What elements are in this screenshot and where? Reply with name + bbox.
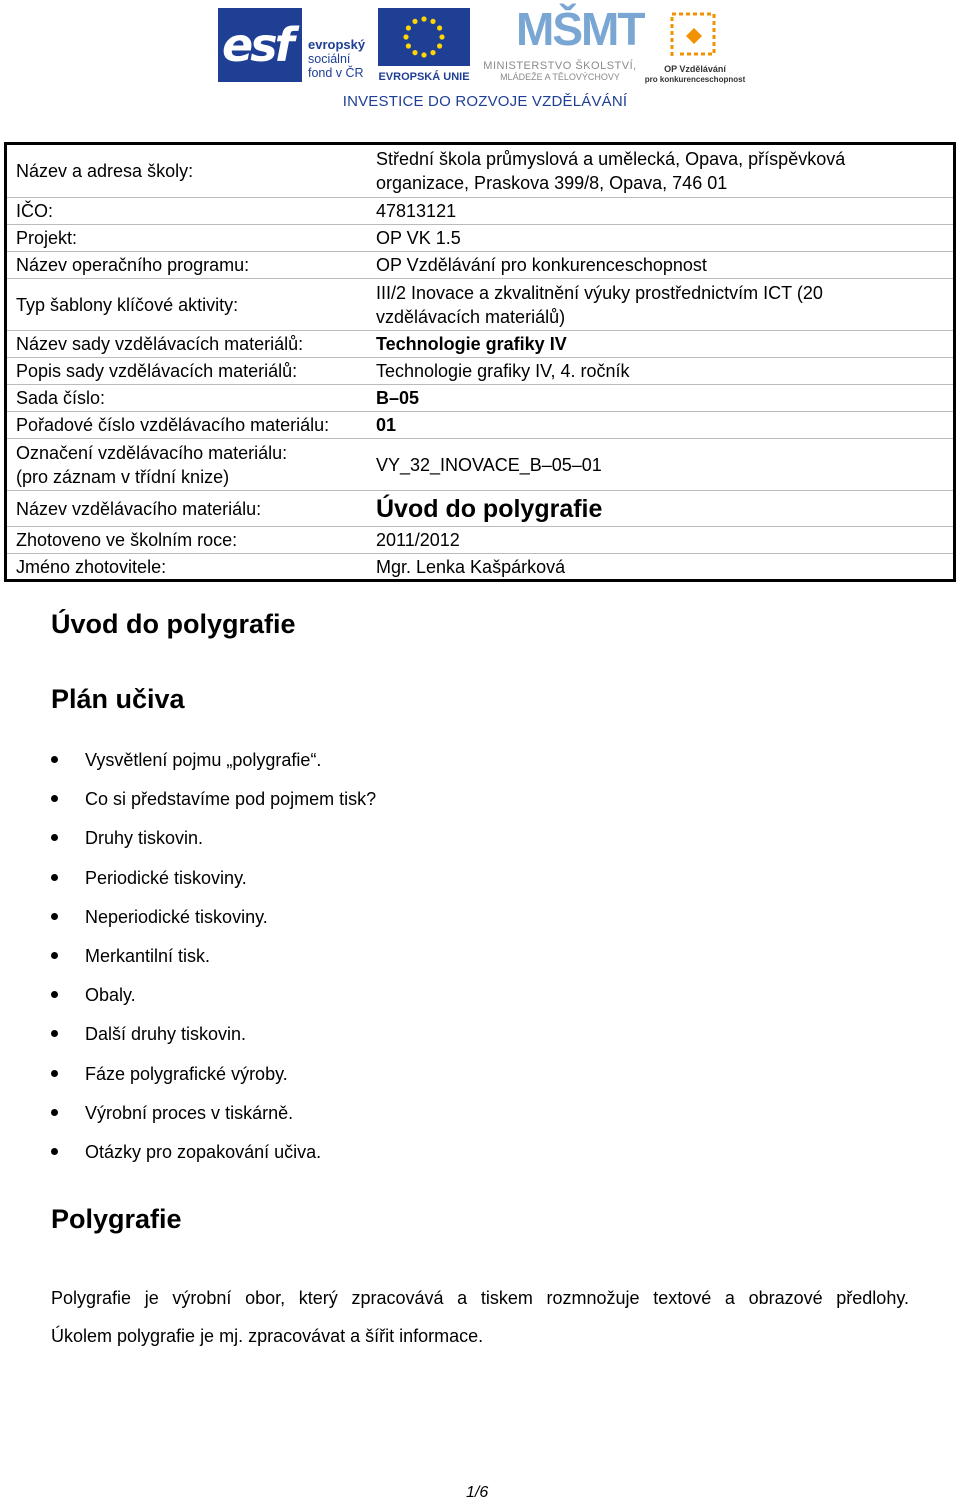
bullet-icon: [51, 756, 58, 763]
set-no-label: Sada číslo:: [6, 385, 365, 412]
template-value-line-1: III/2 Inovace a zkvalitnění výuky prostřednictvím ICT (20: [376, 282, 823, 303]
op-line-1: OP Vzdělávání: [664, 64, 726, 74]
material-info-table: [4, 142, 956, 582]
list-item-text: Otázky pro zopakování učiva.: [85, 1141, 322, 1162]
logo-banner: [218, 4, 748, 116]
bullet-icon: [51, 1070, 58, 1077]
page-number: 1/6: [466, 1484, 489, 1501]
material-label: Název vzdělávacího materiálu:: [6, 491, 365, 527]
list-item: [51, 823, 376, 862]
section-heading: Polygrafie: [51, 1204, 182, 1234]
paragraph-line-2: Úkolem polygrafie je mj. zpracovávat a šířit informace.: [51, 1326, 484, 1346]
set-desc-value: Technologie grafiky IV, 4. ročník: [364, 358, 955, 385]
list-item-text: Fáze polygrafické výroby.: [85, 1063, 288, 1084]
table-row: [6, 252, 955, 279]
bullet-icon: [51, 834, 58, 841]
list-item-text: Druhy tiskovin.: [85, 828, 204, 849]
list-item: [51, 1059, 376, 1098]
school-value: [364, 144, 955, 198]
list-item: [51, 745, 376, 784]
list-item: [51, 1137, 376, 1176]
year-value: 2011/2012: [364, 527, 955, 554]
plan-list: [51, 745, 376, 1176]
program-label: Název operačního programu:: [6, 252, 365, 279]
list-item: [51, 902, 376, 941]
list-item: [51, 980, 376, 1019]
list-item-text: Merkantilní tisk.: [85, 945, 211, 966]
esf-mark-text: esf: [222, 18, 292, 72]
school-value-line-1: Střední škola průmyslová a umělecká, Opava, příspěvková: [376, 149, 846, 169]
list-item-text: Vysvětlení pojmu „polygrafie“.: [85, 750, 322, 770]
author-label: Jméno zhotovitele:: [6, 554, 365, 581]
list-item: [51, 1019, 376, 1058]
esf-logo: [218, 8, 368, 84]
msmt-line-2: MLÁDEŽE A TĚLOVÝCHOVY: [500, 72, 620, 82]
set-no-value: B–05: [364, 385, 955, 412]
investice-slogan: INVESTICE DO ROZVOJE VZDĚLÁVÁNÍ: [342, 93, 628, 110]
table-row: [6, 225, 955, 252]
list-item-text: Další druhy tiskovin.: [85, 1024, 247, 1045]
year-label: Zhotoveno ve školním roce:: [6, 527, 365, 554]
template-value-line-2: vzdělávacích materiálů): [376, 306, 566, 327]
bullet-icon: [51, 1148, 58, 1155]
table-row: [6, 331, 955, 358]
esf-line-1: evropský: [308, 37, 366, 52]
bullet-icon: [51, 1030, 58, 1037]
order-label: Pořadové číslo vzdělávacího materiálu:: [6, 412, 365, 439]
school-value-line-2: organizace, Praskova 399/8, Opava, 746 01: [376, 173, 728, 193]
op-logo-icon: [664, 6, 722, 62]
mark-label: [6, 439, 365, 491]
ico-value: 47813121: [364, 198, 955, 225]
table-row: [6, 144, 955, 198]
paragraph-line-1: Polygrafie je výrobní obor, který zpracovává a tiskem rozmnožuje textové a obrazové předlohy.: [51, 1288, 909, 1308]
list-item-text: Neperiodické tiskoviny.: [85, 906, 268, 927]
program-value: OP Vzdělávání pro konkurenceschopnost: [364, 252, 955, 279]
set-name-value: Technologie grafiky IV: [364, 331, 955, 358]
op-line-2: pro konkurenceschopnost: [644, 75, 746, 84]
bullet-icon: [51, 952, 58, 959]
mark-label-line-1: Označení vzdělávacího materiálu:: [16, 442, 288, 463]
project-label: Projekt:: [6, 225, 365, 252]
list-item: [51, 863, 376, 902]
table-row: [6, 412, 955, 439]
op-logo: [642, 4, 748, 86]
project-value: OP VK 1.5: [364, 225, 955, 252]
list-item: [51, 1098, 376, 1137]
table-row: [6, 358, 955, 385]
msmt-logo-mark: MŠMT: [516, 3, 644, 55]
plan-heading: Plán učiva: [51, 684, 185, 714]
table-row: [6, 554, 955, 581]
list-item: [51, 784, 376, 823]
list-item: [51, 941, 376, 980]
table-row: [6, 527, 955, 554]
list-item-text: Výrobní proces v tiskárně.: [85, 1102, 294, 1123]
esf-logo-mark: [218, 8, 302, 82]
table-row: [6, 279, 955, 331]
eu-flag-icon: [378, 8, 470, 66]
set-desc-label: Popis sady vzdělávacích materiálů:: [6, 358, 365, 385]
esf-line-2: sociální: [308, 52, 351, 66]
msmt-logo: [480, 3, 644, 84]
ico-label: IČO:: [6, 198, 365, 225]
bullet-icon: [51, 991, 58, 998]
table-row: [6, 198, 955, 225]
list-item-text: Obaly.: [85, 985, 136, 1006]
table-row: [6, 439, 955, 491]
mark-value: VY_32_INOVACE_B–05–01: [364, 439, 955, 491]
list-item-text: Co si představíme pod pojmem tisk?: [85, 789, 377, 810]
document-title: Úvod do polygrafie: [51, 609, 296, 639]
bullet-icon: [51, 1109, 58, 1116]
list-item-text: Periodické tiskoviny.: [85, 867, 247, 888]
school-label: Název a adresa školy:: [16, 161, 194, 181]
msmt-line-1: MINISTERSTVO ŠKOLSTVÍ,: [483, 60, 637, 72]
template-label: Typ šablony klíčové aktivity:: [6, 279, 365, 331]
template-value: [364, 279, 955, 331]
paragraph: [51, 1279, 909, 1355]
author-value: Mgr. Lenka Kašpárková: [364, 554, 955, 581]
esf-line-3: fond v ČR: [308, 66, 364, 80]
bullet-icon: [51, 913, 58, 920]
material-value: Úvod do polygrafie: [364, 491, 955, 527]
table-row: [6, 385, 955, 412]
esf-logo-text: [308, 38, 378, 80]
eu-logo-text: EVROPSKÁ UNIE: [378, 71, 470, 83]
bullet-icon: [51, 874, 58, 881]
bullet-icon: [51, 795, 58, 802]
order-value: 01: [364, 412, 955, 439]
mark-label-line-2: (pro záznam v třídní knize): [16, 466, 230, 487]
set-name-label: Název sady vzdělávacích materiálů:: [6, 331, 365, 358]
eu-logo: [376, 8, 472, 84]
table-row: [6, 491, 955, 527]
